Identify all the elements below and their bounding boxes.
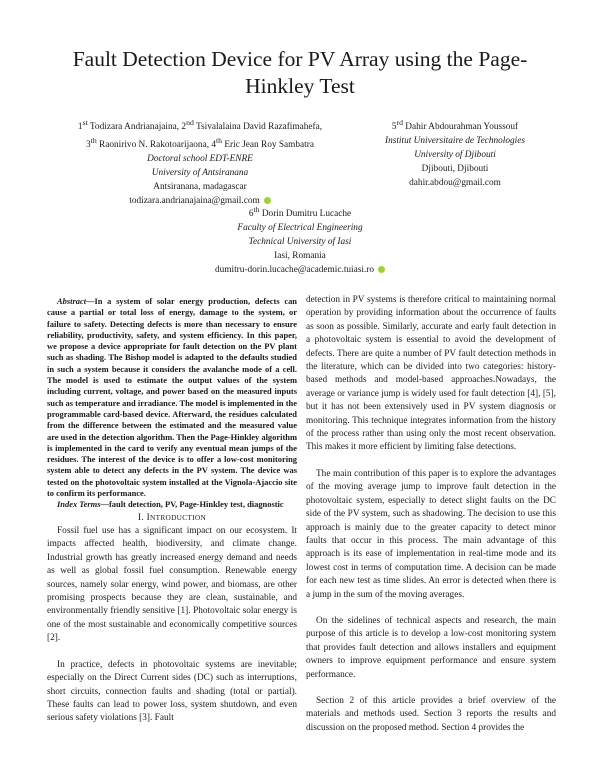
author-university: University of Antsiranana [151,168,249,179]
author-line-1: 1st Todizara Andrianajaina, 2nd Tsivalalaina David Razafimahefa, [77,118,323,133]
author-institute: Institut Universitaire de Technologies [384,136,526,147]
author-city: Iasi, Romania [274,251,326,262]
author-email-row [150,263,450,277]
author-name: 6th Dorin Dumitru Lucache [248,205,352,220]
paragraph: The main contribution of this paper is to explore the advantages of the moving average jump to improve fault detection in the photovoltaic system, especially to detect slight faults on the DC side of the PV system, such as shadowing. The decision to use this approach is mainly due to the greater capacity to detect minor faults that occur in this process. The main advantage of this approach is its ease of implementation in real-time mode and its lowest cost in terms of computation time. A decision can be made for each new test as time slides. An error is detected when there is a jump in the sum of the moving averages. [306,468,556,600]
paragraph: detection in PV systems is therefore critical to maintaining normal operation by providing information about the occurrence of faults as soon as possible. Similarly, accurate and early fault detection in a photovoltaic system is essential to avoid the development of defects. There are quite a number of PV fault detection methods in the literature, which can be divided into two categories: history-based methods and model-based approaches.Nowadays, the average or variance jump is widely used for fault detection [4], [5], but it has not been extensively used in PV system diagnosis or monitoring. This technique integrates information from the history of the process rather than using only the most recent observation. This makes it more efficient by limiting false detections. [306,295,556,453]
paragraph: Fossil fuel use has a significant impact on our ecosystem. It impacts affected health, biodiversity, and climate change. Industrial growth has greatly increased energy demand and needs as well as global fossil fuel consumption. Renewable energy sources, namely solar energy, wind power, and biomass, are other promising prospects because they are clean, sustainable, and environmentally friendly sensitive [1]. Photovoltaic solar energy is one of the most sustainable and economically competitive sources [2]. [47,526,297,644]
author-block-center [150,203,450,277]
author-email[interactable]: todizara.andrianajaina@gmail.com [129,196,260,207]
author-email[interactable]: dumitru-dorin.lucache@academic.tuiasi.ro [214,265,375,276]
column-left [47,296,297,726]
index-terms: Index Terms—fault detection, PV, Page-Hinkley test, diagnostic [57,499,284,510]
orcid-icon[interactable] [378,266,385,273]
author-block-left [50,116,350,208]
author-dept: Doctoral school EDT-ENRE [147,154,253,165]
paragraph: On the sidelines of technical aspects and research, the main purpose of this article is to develop a low-cost monitoring system that provides fault detection and allows installers and equipment owners to improve equipment performance and ensure system performance. [306,615,556,680]
paragraph: In practice, defects in photovoltaic systems are inevitable; especially on the Direct Current sides (DC) such as interruptions, short circuits, connection faults and shading (total or partial). These faults can lead to power loss, system shutdown, and even serious safety violations [3]. Fault [47,659,297,724]
author-faculty: Faculty of Electrical Engineering [237,223,363,234]
author-city: Antsiranana, madagascar [153,182,247,193]
paper-title: Fault Detection Device for PV Array using the Page-Hinkley Test [72,47,528,98]
author-email[interactable]: dahir.abdou@gmail.com [409,178,501,189]
author-university: University of Djibouti [414,150,496,161]
author-city: Djibouti, Djibouti [421,164,489,175]
paragraph: Section 2 of this article provides a brief overview of the materials and methods used. Section 3 reports the results and discussion on the proposed method. Section 4 provides the [306,695,556,733]
author-line-2: 3th Raonirivo N. Rakotoarijaona, 4th Eric Jean Roy Sambatra [86,136,314,151]
section-heading: I. INTRODUCTION [137,512,207,523]
author-university: Technical University of Iasi [248,237,352,248]
column-right [306,294,556,735]
author-name: 5rd Dahir Abdourahman Youssouf [391,118,519,133]
author-block-right [350,116,560,190]
abstract: Abstract—In a system of solar energy production, defects can cause a partial or total loss of energy, damage to the system, or failure to safety. Detecting defects is more than necessary to ensure reliability, productivity, safety, and system efficiency. In this paper, we propose a device appropriate for fault detection on the PV plant such as shading. The Bishop model is adapted to the defaults studied in such a system because it considers the avalanche mode of a cell. The model is used to estimate the output values of the system including current, voltage, and power based on the measured inputs such as temperature and irradiance. The model is implemented in the programmable card-based device. Afterward, the residues calculated from the difference between the estimated and the measured value are used in the detection algorithm. Then the Page-Hinkley algorithm is implemented in the card to verify any eventual mean jumps of the residues. The interest of the device is to offer a low-cost monitoring system able to detect any defects in the PV system. The device was tested on the photovoltaic system installed at the Vignola-Ajaccio site to confirm its performance. [47,296,297,499]
